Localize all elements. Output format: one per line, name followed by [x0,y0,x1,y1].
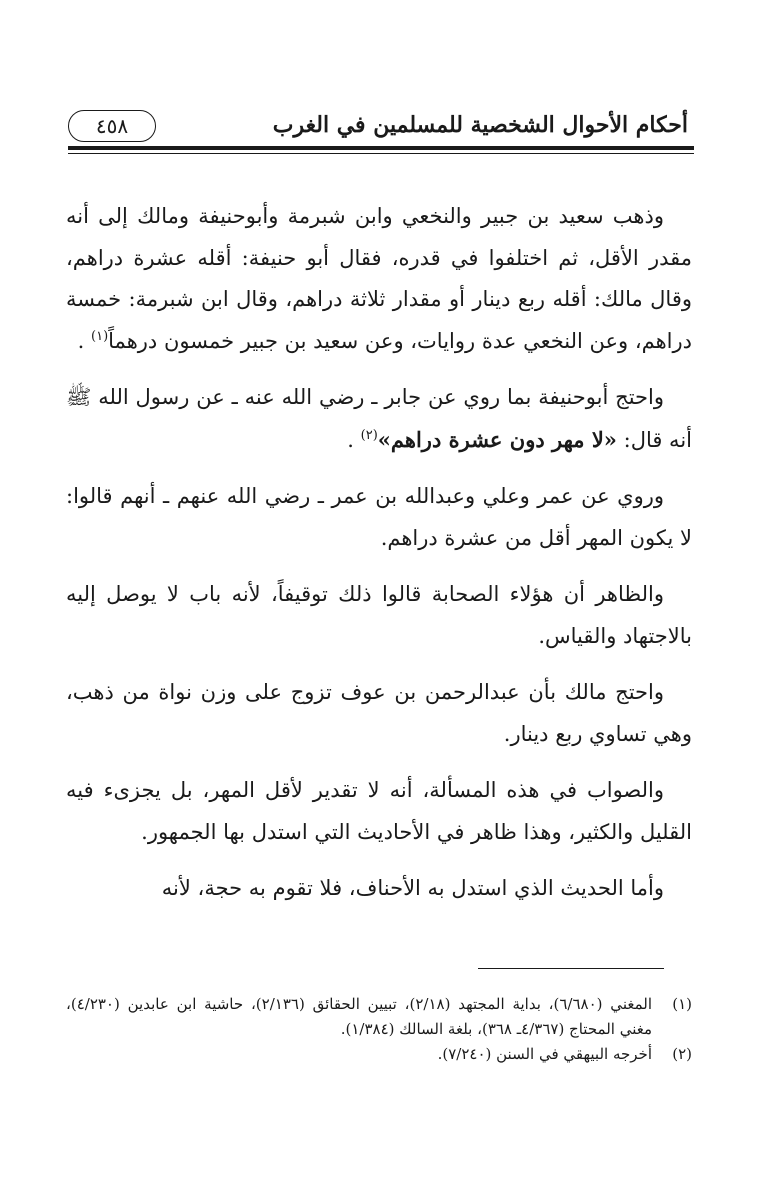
footnote-text: أخرجه البيهقي في السنن (٧/٢٤٠). [437,1045,652,1063]
running-header [68,96,694,148]
paragraph-text: واحتج مالك بأن عبدالرحمن بن عوف تزوج على وزن نواة من ذهب، وهي تساوي ربع دينار. [66,680,692,746]
footnote-text: المغني (٦/٦٨٠)، بداية المجتهد (٢/١٨)، تبيين الحقائق (٢/١٣٦)، حاشية ابن عابدين (٤/٢٣٠)، مغني المحتاج (٤/٣٦٧ـ ٣٦٨)، بلغة السالك (١/٣٨٤). [66,995,652,1038]
page-number: ٤٥٨ [68,110,156,142]
footnote [66,992,692,1042]
footnote-number: (١) [672,995,692,1013]
hadith-quote: «لا مهر دون عشرة دراهم» [377,426,617,452]
paragraph-end: . [77,328,92,353]
paragraph-text: والصواب في هذه المسألة، أنه لا تقدير لأقل المهر، بل يجزىء فيه القليل والكثير، وهذا ظاهر في الأحاديث التي استدل بها الجمهور. [66,778,692,844]
paragraph [66,868,692,910]
footnote [66,1042,692,1067]
paragraph [66,672,692,755]
paragraph [66,770,692,853]
footnote-ref[interactable]: (٢) [360,427,378,443]
paragraph-text: وذهب سعيد بن جبير والنخعي وابن شبرمة وأبوحنيفة ومالك إلى أنه مقدر الأقل، ثم اختلفوا في قدره، فقال أبو حنيفة: أقله عشرة دراهم، وقال مالك: أقله ربع دينار أو مقدار ثلاثة دراهم، وقال ابن شبرمة: خمسة دراهم، وعن النخعي عدة روايات، وعن سعيد بن جبير خمسون درهماً [66,204,692,353]
footnote-ref[interactable]: (١) [91,328,109,344]
header-rule-thin [68,153,694,154]
paragraph-text: والظاهر أن هؤلاء الصحابة قالوا ذلك توقيفاً، لأنه باب لا يوصل إليه بالاجتهاد والقياس. [66,582,692,648]
paragraph-end: . [347,427,361,452]
header-title: أحكام الأحوال الشخصية للمسلمين في الغرب [272,112,688,138]
main-text [66,196,692,925]
paragraph-text: وأما الحديث الذي استدل به الأحناف، فلا تقوم به حجة، لأنه [161,876,664,900]
paragraph [66,377,692,461]
paragraph [66,574,692,657]
header-rule-thick [68,146,694,150]
paragraph [66,196,692,362]
paragraph-text: واحتج أبوحنيفة بما روي عن جابر ـ رضي الله عنه ـ عن رسول الله ﷺ أنه قال: [66,385,692,452]
paragraph [66,476,692,559]
footnote-number: (٢) [672,1045,692,1063]
footnotes [66,992,692,1067]
footnote-separator [478,968,664,969]
paragraph-text: وروي عن عمر وعلي وعبدالله بن عمر ـ رضي الله عنهم ـ أنهم قالوا: لا يكون المهر أقل من عشرة دراهم. [66,484,692,550]
